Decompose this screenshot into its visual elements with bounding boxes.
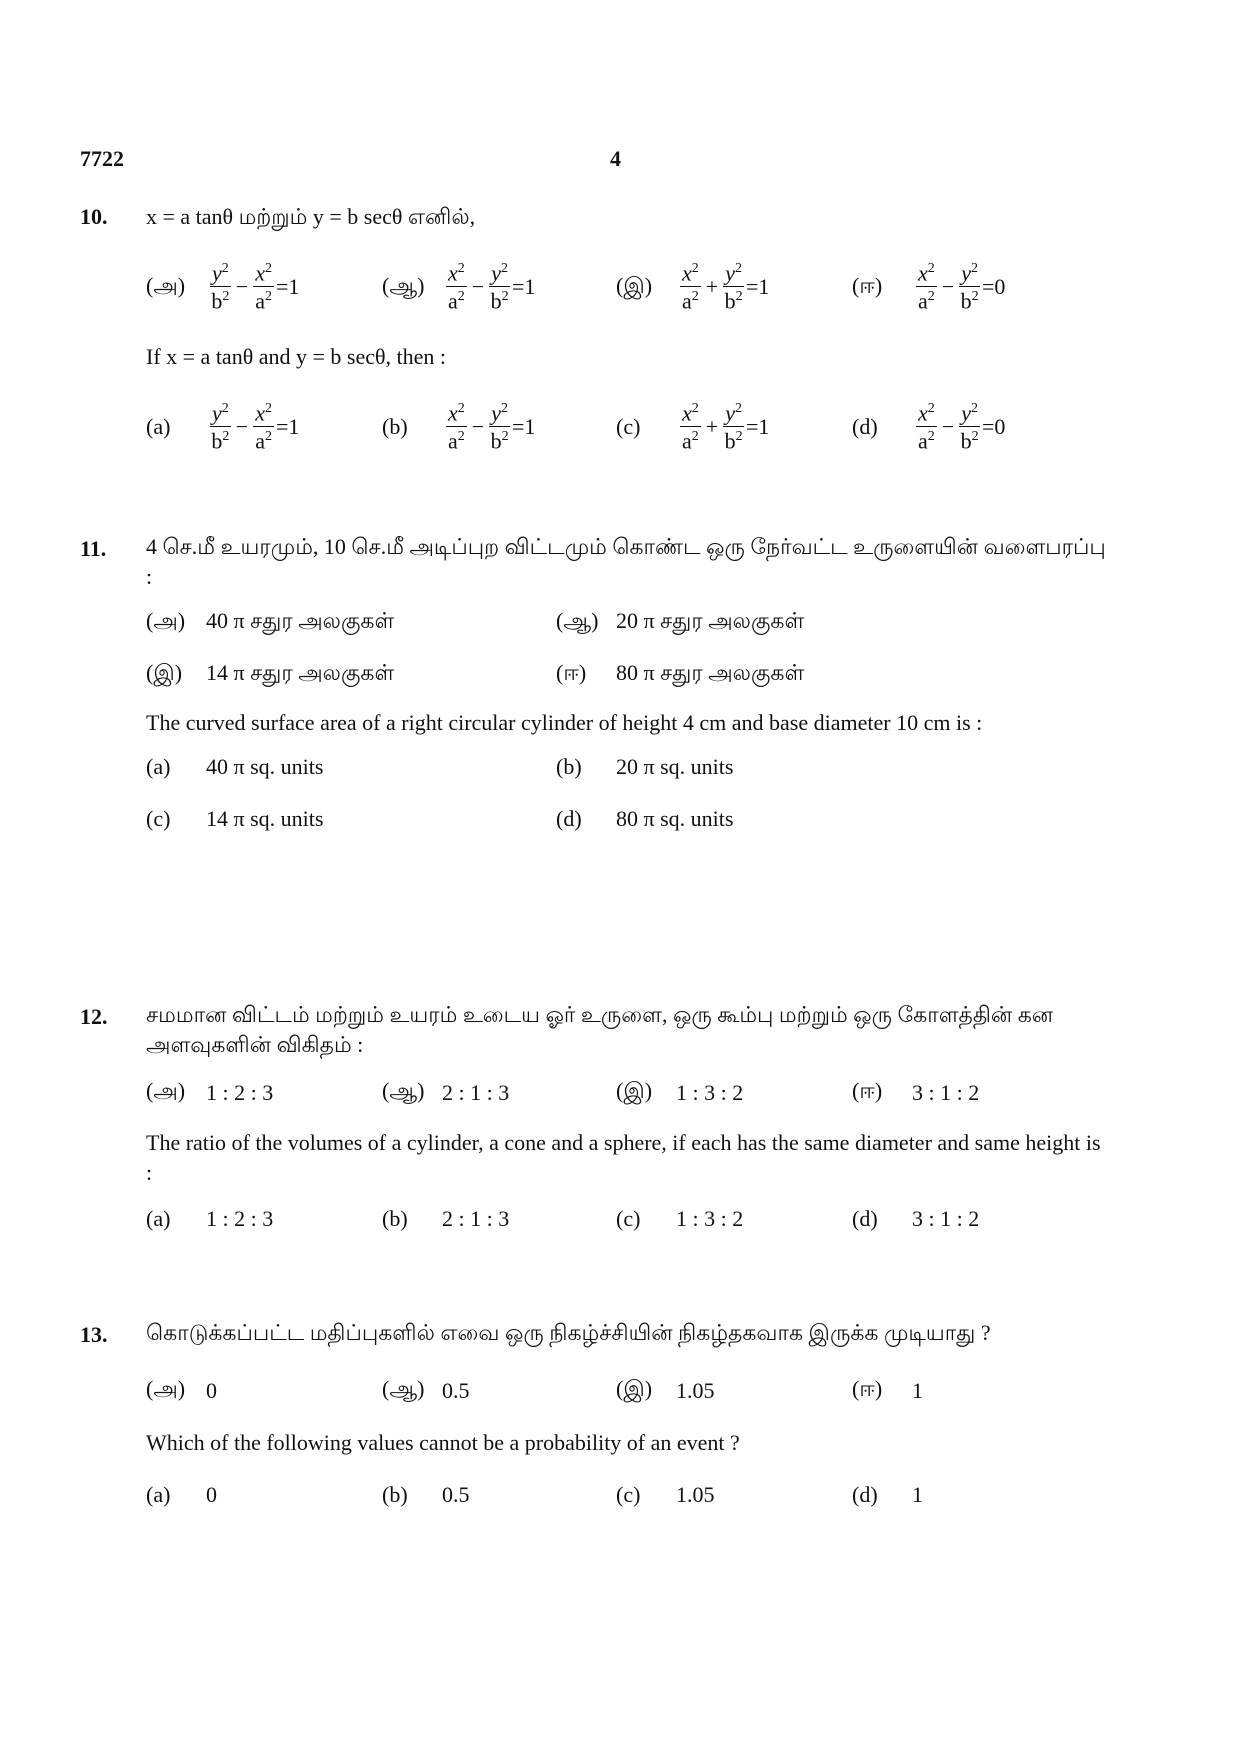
- option-label: (இ): [146, 660, 183, 685]
- option-label: (ஆ): [382, 1078, 425, 1103]
- fraction-2: $\frac{y^2}{b^2}$: [724, 260, 743, 314]
- option-label: (அ): [146, 272, 186, 298]
- option-label: (a): [146, 1482, 171, 1507]
- option-text: 1 : 2 : 3: [206, 1079, 274, 1105]
- q11-tamil-text: 4 செ.மீ உயரமும், 10 செ.மீ அடிப்புற விட்டமும் கொண்ட ஒரு நேர்வட்ட உருளையின் வளைபரப்பு :: [146, 534, 1106, 589]
- option-text: 1: [912, 1482, 923, 1507]
- fraction-1: $\frac{y^2}{b^2}$: [211, 400, 230, 454]
- option-label: (a): [146, 1206, 171, 1231]
- equation-rhs: =1: [745, 274, 770, 300]
- q13-english-option-b: [382, 1482, 470, 1508]
- q10-tamil-option-a: [146, 262, 299, 313]
- option-text: 0: [206, 1377, 217, 1403]
- q11-english-option-b: [556, 754, 733, 780]
- q10-english-text: If x = a tanθ and y = b secθ, then :: [146, 344, 447, 369]
- option-text: 40 π சதுர அலகுகள்: [206, 608, 395, 633]
- fraction-1: $\frac{x^2}{a^2}$: [918, 260, 935, 314]
- q11-english-option-d: [556, 806, 733, 832]
- fraction-1: $\frac{x^2}{a^2}$: [918, 400, 935, 454]
- question-number-10: 10.: [80, 204, 108, 229]
- operator: −: [941, 414, 955, 440]
- q11-english-option-a: [146, 754, 323, 780]
- option-label: (d): [556, 806, 582, 831]
- q10-tamil-option-c: [616, 262, 769, 313]
- equation-rhs: =1: [275, 274, 300, 300]
- option-label: (d): [852, 1482, 878, 1507]
- operator: +: [705, 414, 719, 440]
- option-label: (ஈ): [852, 1376, 883, 1401]
- fraction-1: $\frac{x^2}{a^2}$: [448, 260, 465, 314]
- option-label: (அ): [146, 1376, 186, 1401]
- q12-tamil-option-d: [852, 1078, 979, 1107]
- fraction-1: $\frac{x^2}{a^2}$: [682, 260, 699, 314]
- fraction-2: $\frac{y^2}{b^2}$: [490, 260, 509, 314]
- q11-tamil-option-a: [146, 608, 394, 637]
- fraction-2: $\frac{y^2}{b^2}$: [490, 400, 509, 454]
- operator: +: [705, 274, 719, 300]
- q10-tamil-option-d: [852, 262, 1005, 313]
- option-text: 3 : 1 : 2: [912, 1206, 980, 1231]
- option-label: (b): [382, 414, 408, 440]
- option-text: 1.05: [676, 1377, 715, 1403]
- operator: −: [471, 414, 485, 440]
- question-number-13: 13.: [80, 1322, 108, 1347]
- operator: −: [941, 274, 955, 300]
- option-text: 1 : 3 : 2: [676, 1079, 744, 1105]
- fraction-2: $\frac{x^2}{a^2}$: [255, 260, 272, 314]
- option-label: (a): [146, 414, 171, 440]
- option-text: 3 : 1 : 2: [912, 1079, 980, 1105]
- option-label: (b): [382, 1206, 408, 1231]
- option-text: 14 π sq. units: [206, 806, 324, 831]
- option-label: (ஈ): [852, 272, 883, 298]
- question-number-12: 12.: [80, 1004, 108, 1029]
- q11-english-text: The curved surface area of a right circular cylinder of height 4 cm and base diameter 10 cm is :: [146, 710, 983, 735]
- option-label: (d): [852, 1206, 878, 1231]
- option-text: 2 : 1 : 3: [442, 1206, 510, 1231]
- fraction-2: $\frac{y^2}{b^2}$: [724, 400, 743, 454]
- q11-tamil-option-b: [556, 608, 804, 637]
- fraction-2: $\frac{y^2}{b^2}$: [960, 400, 979, 454]
- q13-english-option-a: [146, 1482, 217, 1508]
- option-text: 1 : 3 : 2: [676, 1206, 744, 1231]
- option-text: 80 π sq. units: [616, 806, 734, 831]
- q12-tamil-option-c: [616, 1078, 743, 1107]
- q10-english-option-d: [852, 402, 1005, 453]
- option-label: (இ): [616, 1078, 653, 1103]
- q12-english-option-d: [852, 1206, 979, 1232]
- operator: −: [235, 274, 249, 300]
- option-text: 2 : 1 : 3: [442, 1079, 510, 1105]
- q13-tamil-option-b: [382, 1376, 470, 1405]
- option-label: (b): [382, 1482, 408, 1507]
- q13-tamil-option-d: [852, 1376, 923, 1405]
- option-text: 0: [206, 1482, 217, 1507]
- operator: −: [471, 274, 485, 300]
- q12-english-option-c: [616, 1206, 743, 1232]
- operator: −: [235, 414, 249, 440]
- option-label: (ஈ): [556, 660, 587, 685]
- option-text: 0.5: [442, 1377, 470, 1403]
- fraction-1: $\frac{y^2}{b^2}$: [211, 260, 230, 314]
- equation-rhs: =1: [511, 274, 536, 300]
- q10-tamil-text: x = a tanθ மற்றும் y = b secθ எனில்,: [146, 204, 476, 229]
- option-text: 20 π சதுர அலகுகள்: [616, 608, 805, 633]
- fraction-2: $\frac{y^2}{b^2}$: [960, 260, 979, 314]
- q12-tamil-text: சமமான விட்டம் மற்றும் உயரம் உடைய ஓர் உருளை, ஒரு கூம்பு மற்றும் ஒரு கோளத்தின் கன அளவுகளின் விகிதம் :: [146, 1002, 1054, 1057]
- option-label: (a): [146, 754, 171, 779]
- q12-tamil-option-a: [146, 1078, 273, 1107]
- q13-tamil-option-c: [616, 1376, 715, 1405]
- option-text: 1 : 2 : 3: [206, 1206, 274, 1231]
- q12-english-option-b: [382, 1206, 509, 1232]
- option-label: (c): [146, 806, 171, 831]
- q12-english-option-a: [146, 1206, 273, 1232]
- q13-english-text: Which of the following values cannot be a probability of an event ?: [146, 1430, 740, 1455]
- q13-tamil-text: கொடுக்கப்பட்ட மதிப்புகளில் எவை ஒரு நிகழ்ச்சியின் நிகழ்தகவாக இருக்க முடியாது ?: [146, 1320, 991, 1345]
- equation-rhs: =0: [981, 414, 1006, 440]
- option-text: 40 π sq. units: [206, 754, 324, 779]
- q13-english-option-c: [616, 1482, 715, 1508]
- q13-tamil-option-a: [146, 1376, 217, 1405]
- q10-english-option-a: [146, 402, 299, 453]
- equation-rhs: =0: [981, 274, 1006, 300]
- q11-tamil-option-c: [146, 660, 394, 689]
- option-text: 1: [912, 1377, 923, 1403]
- option-label: (ஈ): [852, 1078, 883, 1103]
- q12-english-text: The ratio of the volumes of a cylinder, a cone and a sphere, if each has the same diameter and same height is :: [146, 1130, 1101, 1185]
- q12-tamil-option-b: [382, 1078, 509, 1107]
- option-label: (c): [616, 1206, 641, 1231]
- question-number-11: 11.: [80, 536, 107, 561]
- equation-rhs: =1: [745, 414, 770, 440]
- q10-english-option-b: [382, 402, 535, 453]
- option-label: (b): [556, 754, 582, 779]
- option-label: (ஆ): [382, 272, 425, 298]
- option-text: 20 π sq. units: [616, 754, 734, 779]
- option-label: (d): [852, 414, 878, 440]
- option-label: (c): [616, 414, 641, 440]
- option-label: (இ): [616, 1376, 653, 1401]
- q10-english-option-c: [616, 402, 769, 453]
- option-label: (c): [616, 1482, 641, 1507]
- option-label: (ஆ): [382, 1376, 425, 1401]
- option-text: 80 π சதுர அலகுகள்: [616, 660, 805, 685]
- option-label: (அ): [146, 1078, 186, 1103]
- option-text: 1.05: [676, 1482, 715, 1507]
- option-label: (அ): [146, 608, 186, 633]
- q10-tamil-option-b: [382, 262, 535, 313]
- option-text: 0.5: [442, 1482, 470, 1507]
- q13-english-option-d: [852, 1482, 923, 1508]
- fraction-2: $\frac{x^2}{a^2}$: [255, 400, 272, 454]
- option-label: (ஆ): [556, 608, 599, 633]
- page-number: 4: [610, 146, 621, 171]
- option-text: 14 π சதுர அலகுகள்: [206, 660, 395, 685]
- q11-english-option-c: [146, 806, 323, 832]
- option-label: (இ): [616, 272, 653, 298]
- equation-rhs: =1: [511, 414, 536, 440]
- fraction-1: $\frac{x^2}{a^2}$: [682, 400, 699, 454]
- equation-rhs: =1: [275, 414, 300, 440]
- fraction-1: $\frac{x^2}{a^2}$: [448, 400, 465, 454]
- q11-tamil-option-d: [556, 660, 804, 689]
- paper-code: 7722: [80, 146, 124, 171]
